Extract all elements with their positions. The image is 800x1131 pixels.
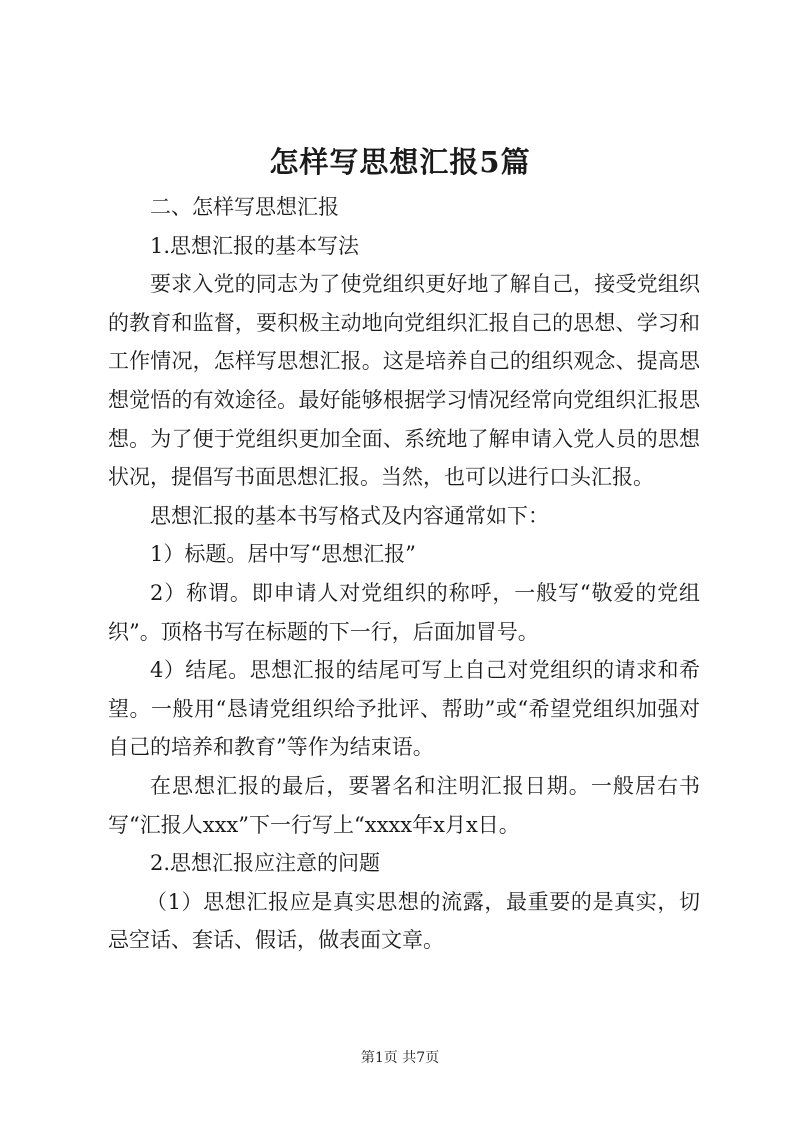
subsection-heading: 1.思想汇报的基本写法 [150,233,360,258]
body-paragraph: 思想汇报的基本书写格式及内容通常如下： [150,503,549,528]
list-item: 4）结尾。思想汇报的结尾可写上自己对党组织的请求和希望。一般用“恳请党组织给予批评、帮助”或“希望党组织加强对自己的培养和教育”等作为结束语。 [108,658,700,760]
document-title: 怎样写思想汇报5篇 [269,145,531,179]
section-heading: 二、怎样写思想汇报 [150,195,339,219]
list-item: （1）思想汇报应是真实思想的流露，最重要的是真实，切忌空话、套话、假话，做表面文章。 [108,889,700,953]
document-body [108,188,700,960]
list-item: 1）标题。居中写“思想汇报” [150,542,416,567]
body-paragraph: 要求入党的同志为了使党组织更好地了解自己，接受党组织的教育和监督，要积极主动地向党组织汇报自己的思想、学习和工作情况，怎样写思想汇报。这是培养自己的组织观念、提高思想觉悟的有效途径。最好能够根据学习情况经常向党组织汇报思想。为了便于党组织更加全面、系统地了解申请入党人员的思想状况，提倡写书面思想汇报。当然，也可以进行口头汇报。 [108,272,700,490]
body-paragraph: 在思想汇报的最后，要署名和注明汇报日期。一般居右书写“汇报人xxx”下一行写上“xxxx年x月x日。 [108,773,700,837]
list-item: 2）称谓。即申请人对党组织的称呼，一般写“敬爱的党组织”。顶格书写在标题的下一行，后面加冒号。 [108,580,700,644]
page-footer: 第1页 共7页 [360,1050,440,1066]
subsection-heading: 2.思想汇报应注意的问题 [150,851,381,876]
